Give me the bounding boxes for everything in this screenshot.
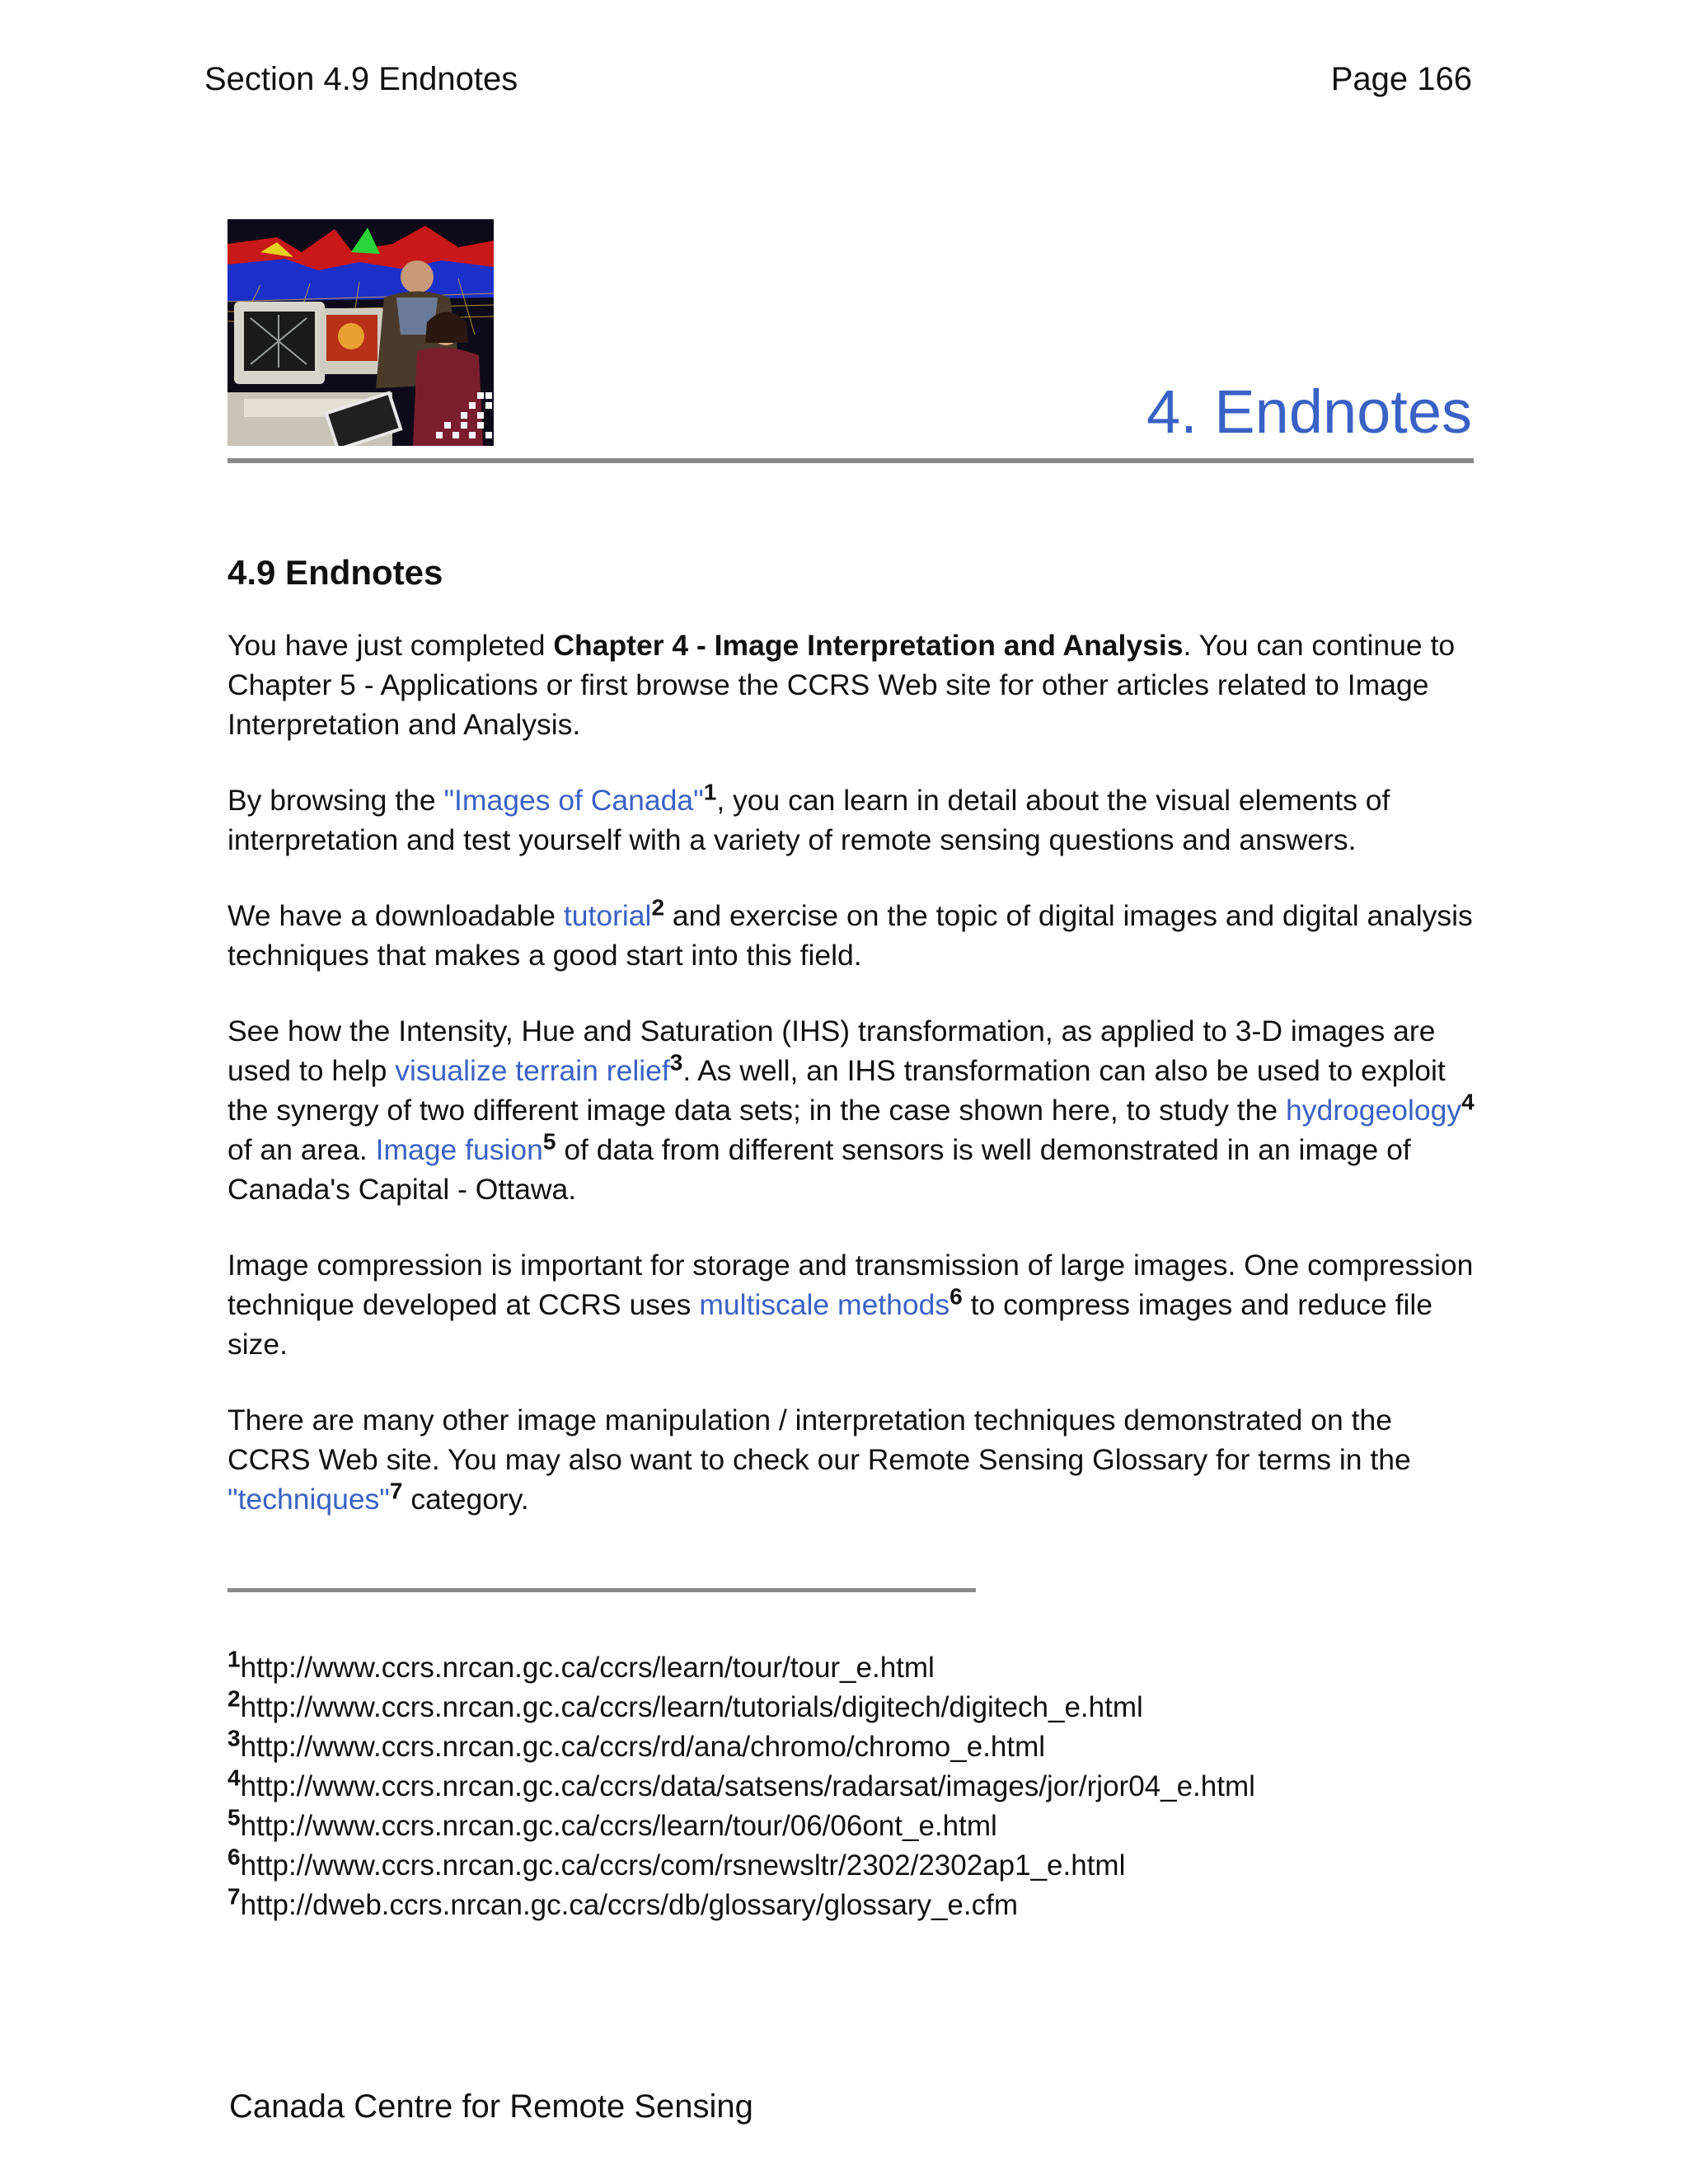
footnote-number: 1	[227, 1646, 241, 1672]
footnote-url: http://www.ccrs.nrcan.gc.ca/ccrs/learn/tutorials/digitech/digitech_e.html	[240, 1691, 1143, 1723]
footnote-item	[227, 1804, 1480, 1846]
footnote-ref: 5	[542, 1128, 556, 1155]
footnote-url: http://www.ccrs.nrcan.gc.ca/ccrs/data/satsens/radarsat/images/jor/rjor04_e.html	[240, 1770, 1255, 1802]
footnote-divider	[227, 1588, 976, 1592]
paragraph-images-of-canada	[227, 780, 1480, 860]
footnote-list	[227, 1648, 1480, 1925]
text-span: We have a downloadable	[227, 899, 564, 932]
footnote-ref: 1	[703, 779, 717, 805]
section-heading: 4.9 Endnotes	[227, 553, 443, 592]
text-span: to compress images and reduce file size.	[227, 1288, 1433, 1361]
text-span: . As well, an IHS transformation can also be used to exploit the synergy of two different image data sets; in the case shown here, to study the	[227, 1054, 1446, 1127]
footnote-number: 3	[227, 1725, 241, 1751]
footnote-url: http://www.ccrs.nrcan.gc.ca/ccrs/learn/tour/tour_e.html	[240, 1652, 935, 1684]
footnote-url: http://www.ccrs.nrcan.gc.ca/ccrs/learn/tour/06/06ont_e.html	[240, 1810, 997, 1842]
page-footer: Canada Centre for Remote Sensing	[229, 2088, 753, 2125]
paragraph-tutorial	[227, 896, 1480, 975]
chapter-title: 4. Endnotes	[1146, 377, 1472, 446]
link-images-of-canada[interactable]: "Images of Canada"	[443, 784, 704, 817]
footnote-item	[227, 1685, 1480, 1727]
footnote-item	[227, 1846, 1480, 1886]
footnote-ref: 7	[389, 1478, 403, 1504]
paragraph-chapter-complete	[227, 626, 1480, 744]
text-span: Image compression is important for storage and transmission of large images. One compression technique developed at CCRS uses	[227, 1249, 1474, 1321]
link-techniques[interactable]: "techniques"	[227, 1483, 390, 1516]
link-tutorial[interactable]: tutorial	[563, 899, 652, 932]
footnote-number: 7	[227, 1883, 241, 1910]
footnote-ref: 6	[950, 1283, 963, 1310]
text-span: See how the Intensity, Hue and Saturation (IHS) transformation, as applied to 3-D images are used to help	[227, 1015, 1436, 1087]
footnote-ref: 3	[669, 1049, 683, 1076]
footnote-number: 6	[227, 1844, 241, 1870]
chapter-name-bold: Chapter 4 - Image Interpretation and Analysis	[553, 629, 1184, 662]
footnote-item	[227, 1727, 1480, 1767]
footnote-number: 2	[227, 1685, 241, 1712]
paragraph-glossary	[227, 1400, 1480, 1519]
footnote-ref: 4	[1461, 1089, 1475, 1115]
text-span: of an area.	[227, 1133, 376, 1166]
link-image-fusion[interactable]: Image fusion	[375, 1133, 543, 1166]
text-span: By browsing the	[227, 784, 444, 817]
main-content	[227, 548, 1480, 1555]
link-multiscale-methods[interactable]: multiscale methods	[699, 1288, 950, 1321]
text-span: There are many other image manipulation / interpretation techniques demonstrated on the CCRS Web site. You may also want to check our Remote Sensing Glossary for terms in the	[227, 1404, 1411, 1476]
running-header-page-number: Page 166	[1330, 61, 1472, 97]
footnote-url: http://www.ccrs.nrcan.gc.ca/ccrs/rd/ana/chromo/chromo_e.html	[240, 1731, 1046, 1763]
paragraph-compression	[227, 1245, 1480, 1364]
text-span: , you can learn in detail about the visual elements of interpretation and test yourself with a variety of remote sensing questions and answers.	[227, 784, 1390, 856]
paragraph-ihs	[227, 1011, 1480, 1209]
text-span: of data from different sensors is well demonstrated in an image of Canada's Capital - Ottawa.	[227, 1133, 1411, 1206]
footnote-item	[227, 1767, 1480, 1807]
text-span: category.	[402, 1483, 529, 1516]
chapter-photo	[227, 219, 494, 446]
running-header-section: Section 4.9 Endnotes	[204, 61, 518, 97]
footnote-item	[227, 1648, 1480, 1688]
title-divider	[227, 458, 1474, 463]
footnote-item	[227, 1883, 1480, 1925]
footnote-ref: 2	[651, 894, 665, 921]
text-span: You have just completed	[227, 629, 554, 662]
text-span: and exercise on the topic of digital images and digital analysis techniques that makes a good start into this field.	[227, 899, 1473, 972]
footnote-url: http://dweb.ccrs.nrcan.gc.ca/ccrs/db/glossary/glossary_e.cfm	[240, 1889, 1019, 1921]
footnote-url: http://www.ccrs.nrcan.gc.ca/ccrs/com/rsnewsltr/2302/2302ap1_e.html	[240, 1849, 1126, 1882]
footnote-number: 4	[227, 1765, 241, 1791]
link-hydrogeology[interactable]: hydrogeology	[1286, 1094, 1462, 1127]
link-visualize-terrain-relief[interactable]: visualize terrain relief	[395, 1054, 670, 1087]
text-span: . You can continue to Chapter 5 - Applications or first browse the CCRS Web site for other articles related to Image Interpretation and Analysis.	[227, 629, 1456, 741]
footnote-number: 5	[227, 1804, 241, 1830]
